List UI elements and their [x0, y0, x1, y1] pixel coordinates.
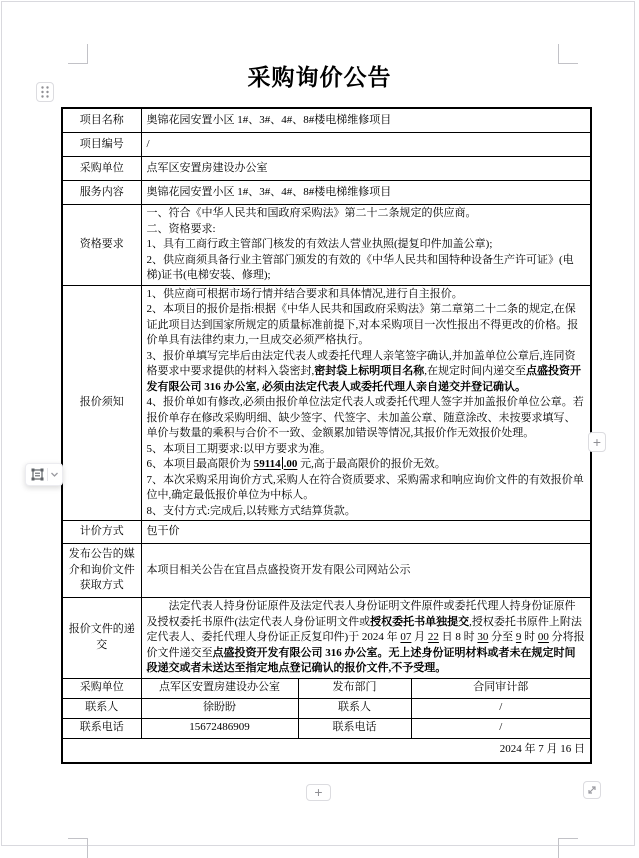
table-row	[62, 205, 591, 286]
add-row-button[interactable]	[306, 784, 331, 801]
table-options-button[interactable]	[25, 463, 63, 486]
table-row	[62, 285, 591, 521]
footer-value-contact-person[interactable]: 徐盼盼	[141, 698, 298, 718]
table-select-icon	[30, 467, 45, 482]
table-row	[62, 678, 591, 698]
table-row	[62, 181, 591, 205]
table-row	[62, 698, 591, 718]
value-project-name[interactable]: 奥锦花园安置小区 1#、3#、4#、8#楼电梯维修项目	[141, 108, 591, 133]
footer-label-publishing-department: 发布部门	[298, 678, 411, 698]
announcement-table	[61, 107, 592, 764]
value-project-number[interactable]: /	[141, 133, 591, 157]
label-pricing-method: 计价方式	[62, 521, 141, 544]
table-row	[62, 157, 591, 181]
diagonal-resize-icon	[586, 784, 598, 796]
footer-value-contact-phone-2[interactable]: /	[411, 718, 591, 738]
table-row	[62, 544, 591, 598]
footer-value-purchasing-unit[interactable]: 点军区安置房建设办公室	[141, 678, 298, 698]
chevron-down-icon	[50, 470, 59, 479]
footer-label-contact-person: 联系人	[62, 698, 141, 718]
footer-label-contact-person-2: 联系人	[298, 698, 411, 718]
value-announcement-media[interactable]: 本项目相关公告在宜昌点盛投资开发有限公司网站公示	[141, 544, 591, 598]
label-purchasing-unit: 采购单位	[62, 157, 141, 181]
table-row	[62, 108, 591, 133]
table-row	[62, 521, 591, 544]
value-document-submission[interactable]: 法定代表人持身份证原件及法定代表人身份证明文件原件或委托代理人持身份证原件及授权委托书原件(法定代表人身份证明文件或授权委托书单独提交,授权委托书原件上附法定代表人、委托代理人身份证正反复印件)于 2024 年 07 月 22 日 8 时 30 分至 9 时 00 分将报价文件递交至点盛投资开发有限公司 316 办公室。无上述身份证明材料或者未在规定时间段递交或者未送达至指定地点登记确认的报价文件,不予受理。	[141, 598, 591, 679]
footer-value-publishing-department[interactable]: 合同审计部	[411, 678, 591, 698]
table-row	[62, 133, 591, 157]
block-drag-handle[interactable]	[36, 82, 54, 102]
value-qualification-requirements[interactable]: 一、符合《中华人民共和国政府采购法》第二十二条规定的供应商。 二、资格要求: 1、具有工商行政主管部门核发的有效法人营业执照(提复印件加盖公章); 2、供应商须具备行业主管部门颁发的有效的《中华人民共和国特种设备生产许可证》(电梯)证书(电梯安装、修理);	[141, 205, 591, 286]
announcement-date: 2024 年 7 月 16 日	[62, 738, 591, 763]
text-caret	[282, 457, 283, 469]
add-column-button[interactable]	[588, 432, 606, 452]
label-project-name: 项目名称	[62, 108, 141, 133]
value-purchasing-unit[interactable]: 点军区安置房建设办公室	[141, 157, 591, 181]
table-resize-button[interactable]	[583, 781, 601, 799]
value-pricing-method[interactable]: 包干价	[141, 521, 591, 544]
footer-value-contact-phone[interactable]: 15672486909	[141, 718, 298, 738]
footer-label-contact-phone: 联系电话	[62, 718, 141, 738]
text-boundary-mark-bottom-right	[558, 838, 578, 858]
label-qualification-requirements: 资格要求	[62, 205, 141, 286]
label-project-number: 项目编号	[62, 133, 141, 157]
table-row	[62, 738, 591, 763]
label-announcement-media: 发布公告的媒介和询价文件获取方式	[62, 544, 141, 598]
footer-label-contact-phone-2: 联系电话	[298, 718, 411, 738]
table-row	[62, 718, 591, 738]
label-document-submission: 报价文件的递交	[62, 598, 141, 679]
plus-icon: +	[592, 433, 602, 450]
footer-value-contact-person-2[interactable]: /	[411, 698, 591, 718]
label-service-content: 服务内容	[62, 181, 141, 205]
six-dot-drag-handle-icon	[39, 85, 51, 99]
table-row	[62, 598, 591, 679]
text-boundary-mark-bottom-left	[68, 838, 88, 858]
divider	[47, 468, 48, 481]
page-title: 采购询价公告	[247, 65, 392, 90]
value-quotation-notes[interactable]: 1、供应商可根据市场行情并结合要求和具体情况,进行自主报价。 2、本项目的报价是指:根据《中华人民共和国政府采购法》第二章第二十二条的规定,在保证此项目达到国家所规定的质量标准前提下,对本采购项目一次性报出不得更改的价格。报价单具有法律约束力,一旦成交必须严格执行。 3、报价单填写完毕后由法定代表人或委托代理人亲笔签字确认,并加盖单位公章后,连同资格要求中要求提供的材料入袋密封,密封袋上标明项目名称,在规定时间内递交至点盛投资开发有限公司 316 办公室, 必须由法定代表人或委托代理人亲自递交并登记确认。 4、报价单如有修改,必须由报价单位法定代表人或委托代理人签字并加盖报价单位公章。若报价单存在修改采购明细、缺少签字、代签字、未加盖公章、随意涂改、未按要求填写、单价与数量的乘积与合价不一致、金额累加错误等情况,其报价作无效报价处理。 5、本项目工期要求:以甲方要求为准。 6、本项目最高限价为 59114 .00 元,高于最高限价的报价无效。 7、本次采购采用询价方式,采购人在符合资质要求、采购需求和响应询价文件的有效报价单位中,确定最低报价单位为中标人。 8、支付方式:完成后,以转账方式结算货款。	[141, 285, 591, 521]
value-service-content[interactable]: 奥锦花园安置小区 1#、3#、4#、8#楼电梯维修项目	[141, 181, 591, 205]
footer-label-purchasing-unit: 采购单位	[62, 678, 141, 698]
label-quotation-notes: 报价须知	[62, 285, 141, 521]
plus-icon: +	[314, 784, 323, 800]
